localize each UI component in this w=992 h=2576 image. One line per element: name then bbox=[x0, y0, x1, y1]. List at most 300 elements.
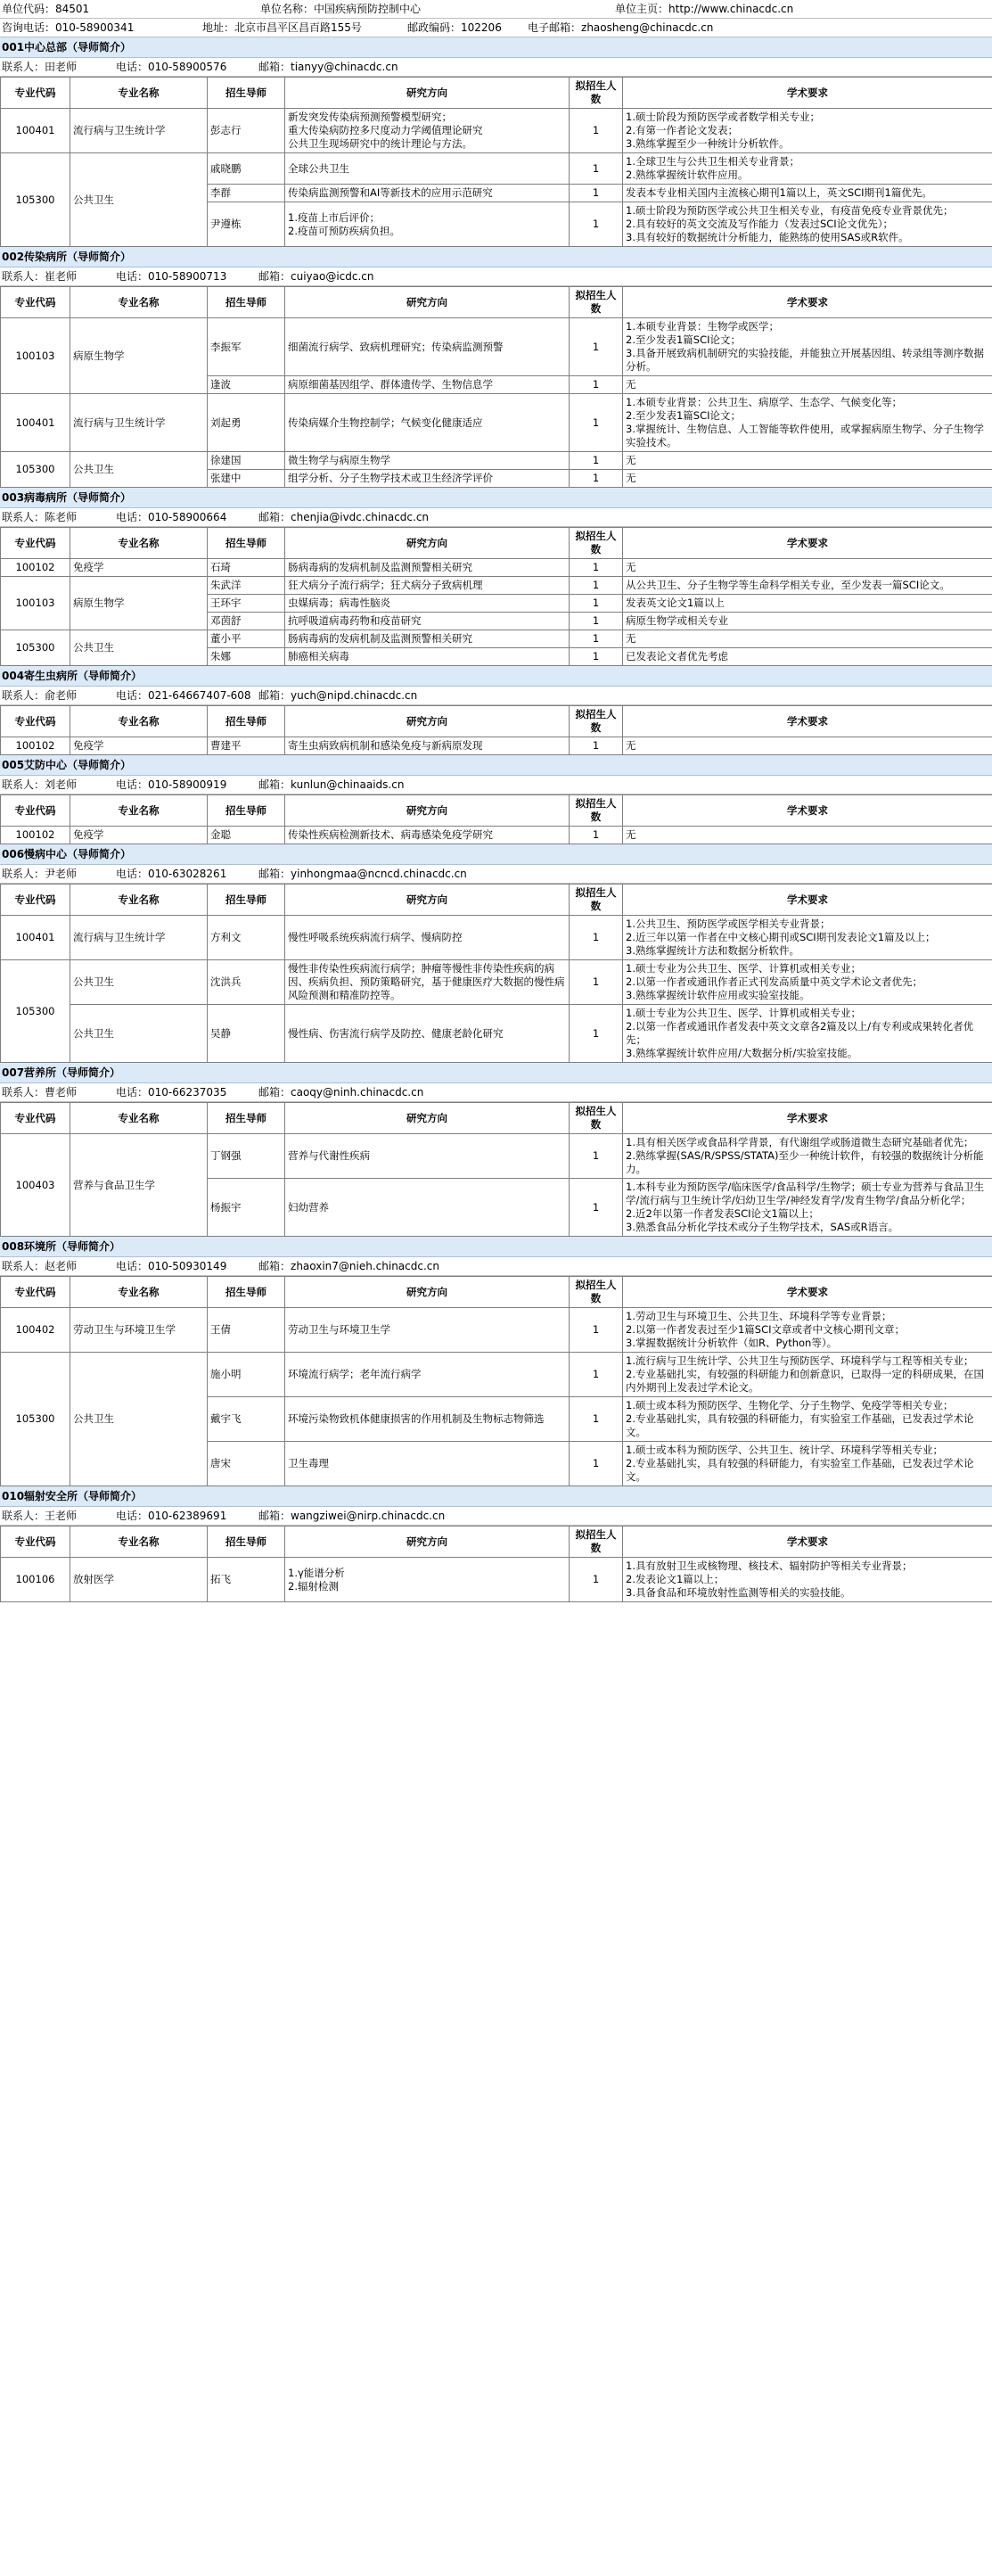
contact-person-group bbox=[2, 58, 116, 76]
table-row bbox=[1, 960, 992, 1005]
contact-email[interactable]: wangziwei@nirp.chinacdc.cn bbox=[291, 1510, 446, 1522]
major-name: 营养与食品卫生学 bbox=[70, 1134, 208, 1237]
column-header: 学术要求 bbox=[623, 795, 992, 827]
table-header-row bbox=[1, 78, 992, 109]
advisor-name: 刘起勇 bbox=[208, 394, 285, 452]
advisor-name: 王倩 bbox=[208, 1308, 285, 1353]
academic-requirement: 无 bbox=[623, 452, 992, 470]
column-header: 研究方向 bbox=[285, 287, 570, 318]
research-direction: 1.疫苗上市后评价； 2.疫苗可预防疾病负担。 bbox=[285, 202, 570, 247]
major-name: 公共卫生 bbox=[70, 1005, 208, 1063]
unit-info-row bbox=[0, 0, 992, 19]
academic-requirement: 1.硕士专业为公共卫生、医学、计算机或相关专业； 2.以第一作者或通讯作者发表中英文文章各2篇及以上/有专利或成果转化者优先； 3.熟练掌握统计软件应用/大数据分析/实验室技能。 bbox=[623, 1005, 992, 1063]
research-direction: 1.γ能谱分析 2.辐射检测 bbox=[285, 1558, 570, 1602]
section-block bbox=[0, 755, 992, 844]
section-block bbox=[0, 1237, 992, 1486]
section-contact-row bbox=[0, 776, 992, 794]
academic-requirement: 1.本硕专业背景：生物学或医学； 2.至少发表1篇SCI论文； 3.具备开展致病机制研究的实验技能，并能独立开展基因组、转录组等测序数据分析。 bbox=[623, 318, 992, 376]
column-header: 拟招生人数 bbox=[570, 287, 623, 318]
column-header: 招生导师 bbox=[208, 528, 285, 559]
table-row bbox=[1, 109, 992, 153]
column-header: 研究方向 bbox=[285, 78, 570, 109]
advisor-name: 彭志行 bbox=[208, 109, 285, 153]
contact-person-group bbox=[2, 1257, 116, 1275]
column-header: 专业代码 bbox=[1, 528, 70, 559]
major-name: 劳动卫生与环境卫生学 bbox=[70, 1308, 208, 1353]
column-header: 拟招生人数 bbox=[570, 1277, 623, 1308]
homepage-link[interactable]: http://www.chinacdc.cn bbox=[668, 3, 794, 15]
enrollment-count: 1 bbox=[570, 1134, 623, 1179]
table-row bbox=[1, 577, 992, 595]
academic-requirement: 1.公共卫生、预防医学或医学相关专业背景； 2.近三年以第一作者在中文核心期刊或SCI期刊发表论文1篇及以上； 3.熟练掌握统计方法和数据分析软件。 bbox=[623, 916, 992, 960]
research-direction: 环境流行病学；老年流行病学 bbox=[285, 1353, 570, 1397]
contact-person: 王老师 bbox=[45, 1510, 78, 1522]
enrollment-count: 1 bbox=[570, 559, 623, 577]
homepage-label: 单位主页： bbox=[615, 3, 669, 15]
section-title: 006慢病中心（导师简介） bbox=[0, 844, 992, 865]
advisor-name: 杨振宇 bbox=[208, 1179, 285, 1237]
postcode-label: 邮政编码： bbox=[407, 21, 462, 34]
advisor-name: 尹遵栋 bbox=[208, 202, 285, 247]
advisor-name: 李群 bbox=[208, 185, 285, 202]
advisor-name: 王环宇 bbox=[208, 595, 285, 613]
enrollment-count: 1 bbox=[570, 318, 623, 376]
contact-email[interactable]: cuiyao@icdc.cn bbox=[291, 270, 374, 283]
contact-info-row bbox=[0, 19, 992, 37]
advisor-table bbox=[0, 77, 992, 247]
table-row bbox=[1, 1134, 992, 1179]
postcode: 102206 bbox=[461, 21, 502, 34]
enrollment-count: 1 bbox=[570, 153, 623, 185]
section-contact-row bbox=[0, 58, 992, 77]
column-header: 拟招生人数 bbox=[570, 795, 623, 827]
column-header: 专业名称 bbox=[70, 1277, 208, 1308]
section-contact-row bbox=[0, 508, 992, 527]
contact-phone: 010-62389691 bbox=[148, 1510, 227, 1522]
table-header-row bbox=[1, 287, 992, 318]
research-direction: 传染病媒介生物控制学；气候变化健康适应 bbox=[285, 394, 570, 452]
section-block bbox=[0, 247, 992, 488]
section-block bbox=[0, 844, 992, 1063]
section-title: 002传染病所（导师简介） bbox=[0, 247, 992, 267]
contact-phone-label: 电话： bbox=[116, 270, 149, 283]
table-header-row bbox=[1, 1103, 992, 1134]
research-direction: 慢性呼吸系统疾病流行病学、慢病防控 bbox=[285, 916, 570, 960]
contact-email-label: 邮箱： bbox=[258, 689, 291, 702]
advisor-name: 朱武洋 bbox=[208, 577, 285, 595]
research-direction: 细菌流行病学、致病机理研究；传染病监测预警 bbox=[285, 318, 570, 376]
column-header: 招生导师 bbox=[208, 795, 285, 827]
column-header: 学术要求 bbox=[623, 1277, 992, 1308]
enrollment-count: 1 bbox=[570, 960, 623, 1005]
address: 北京市昌平区昌百路155号 bbox=[234, 21, 362, 34]
table-row bbox=[1, 737, 992, 755]
contact-person: 刘老师 bbox=[45, 778, 78, 791]
advisor-name: 拓飞 bbox=[208, 1558, 285, 1602]
advisor-table bbox=[0, 1276, 992, 1486]
contact-email-group bbox=[258, 687, 417, 704]
phone: 010-58900341 bbox=[55, 21, 135, 34]
sections-container bbox=[0, 37, 992, 1602]
academic-requirement: 1.硕士阶段为预防医学或者数学相关专业； 2.有第一作者论文发表； 3.熟练掌握至少一种统计分析软件。 bbox=[623, 109, 992, 153]
contact-person-group bbox=[2, 1507, 116, 1525]
table-row bbox=[1, 1005, 992, 1063]
column-header: 研究方向 bbox=[285, 885, 570, 916]
section-block bbox=[0, 1486, 992, 1602]
contact-email-label: 邮箱： bbox=[258, 270, 291, 283]
academic-requirement: 病原生物学或相关专业 bbox=[623, 613, 992, 630]
table-header-row bbox=[1, 706, 992, 737]
column-header: 研究方向 bbox=[285, 1103, 570, 1134]
major-code: 105300 bbox=[1, 960, 70, 1063]
contact-phone-label: 电话： bbox=[116, 868, 149, 880]
section-contact-row bbox=[0, 1507, 992, 1526]
contact-phone-group bbox=[116, 508, 258, 526]
contact-person-group bbox=[2, 776, 116, 794]
email-label: 电子邮箱： bbox=[528, 21, 582, 34]
advisor-table bbox=[0, 1102, 992, 1237]
column-header: 学术要求 bbox=[623, 885, 992, 916]
advisor-table bbox=[0, 884, 992, 1063]
enrollment-count: 1 bbox=[570, 630, 623, 648]
section-block bbox=[0, 37, 992, 247]
column-header: 专业代码 bbox=[1, 287, 70, 318]
section-title: 008环境所（导师简介） bbox=[0, 1237, 992, 1257]
contact-email-label: 邮箱： bbox=[258, 1510, 291, 1522]
research-direction: 虫媒病毒；病毒性脑炎 bbox=[285, 595, 570, 613]
academic-requirement: 无 bbox=[623, 737, 992, 755]
contact-phone-group bbox=[116, 58, 258, 76]
contact-phone-group bbox=[116, 776, 258, 794]
academic-requirement: 已发表论文者优先考虑 bbox=[623, 648, 992, 666]
enrollment-count: 1 bbox=[570, 202, 623, 247]
research-direction: 环境污染物致机体健康损害的作用机制及生物标志物筛选 bbox=[285, 1397, 570, 1442]
academic-requirement: 1.流行病与卫生统计学、公共卫生与预防医学、环境科学与工程等相关专业； 2.专业基础扎实，有较强的科研能力和创新意识，已取得一定的科研成果，在国内外期刊上发表过学术论文。 bbox=[623, 1353, 992, 1397]
enrollment-count: 1 bbox=[570, 1308, 623, 1353]
major-name: 放射医学 bbox=[70, 1558, 208, 1602]
contact-person: 俞老师 bbox=[45, 689, 78, 702]
table-row bbox=[1, 827, 992, 844]
major-name: 免疫学 bbox=[70, 827, 208, 844]
major-code: 105300 bbox=[1, 153, 70, 247]
major-name: 流行病与卫生统计学 bbox=[70, 916, 208, 960]
column-header: 专业名称 bbox=[70, 1103, 208, 1134]
contact-person-group bbox=[2, 1083, 116, 1101]
unit-name-label: 单位名称： bbox=[260, 3, 315, 15]
column-header: 研究方向 bbox=[285, 528, 570, 559]
contact-phone: 010-58900664 bbox=[148, 511, 227, 523]
enrollment-count: 1 bbox=[570, 613, 623, 630]
table-row bbox=[1, 452, 992, 470]
section-title: 007营养所（导师简介） bbox=[0, 1063, 992, 1083]
major-code: 100102 bbox=[1, 559, 70, 577]
column-header: 招生导师 bbox=[208, 706, 285, 737]
enrollment-count: 1 bbox=[570, 1179, 623, 1237]
advisor-name: 戚晓鹏 bbox=[208, 153, 285, 185]
contact-email-label: 邮箱： bbox=[258, 61, 291, 73]
advisor-name: 唐宋 bbox=[208, 1442, 285, 1486]
major-name: 病原生物学 bbox=[70, 318, 208, 394]
research-direction: 肠病毒病的发病机制及监测预警相关研究 bbox=[285, 630, 570, 648]
academic-requirement: 无 bbox=[623, 827, 992, 844]
section-block bbox=[0, 1063, 992, 1237]
advisor-name: 朱娜 bbox=[208, 648, 285, 666]
section-title: 003病毒病所（导师简介） bbox=[0, 488, 992, 508]
academic-requirement: 1.硕士阶段为预防医学或公共卫生相关专业，有疫苗免疫专业背景优先； 2.具有较好的英文交流及写作能力（发表过SCI论文优先）； 3.具有较好的数据统计分析能力，能熟练的使用SAS或R软件。 bbox=[623, 202, 992, 247]
column-header: 专业代码 bbox=[1, 1277, 70, 1308]
column-header: 专业名称 bbox=[70, 78, 208, 109]
contact-email[interactable]: caoqy@ninh.chinacdc.cn bbox=[291, 1086, 424, 1099]
column-header: 学术要求 bbox=[623, 1527, 992, 1558]
enrollment-count: 1 bbox=[570, 737, 623, 755]
table-row bbox=[1, 153, 992, 185]
enrollment-count: 1 bbox=[570, 916, 623, 960]
column-header: 拟招生人数 bbox=[570, 885, 623, 916]
research-direction: 狂犬病分子流行病学；狂犬病分子致病机理 bbox=[285, 577, 570, 595]
advisor-name: 方利文 bbox=[208, 916, 285, 960]
major-code: 100403 bbox=[1, 1134, 70, 1237]
advisor-name: 丁钢强 bbox=[208, 1134, 285, 1179]
advisor-name: 邓茵舒 bbox=[208, 613, 285, 630]
unit-name: 中国疾病预防控制中心 bbox=[314, 3, 422, 15]
column-header: 专业名称 bbox=[70, 1527, 208, 1558]
contact-phone-group bbox=[116, 267, 258, 285]
contact-email[interactable]: tianyy@chinacdc.cn bbox=[291, 61, 398, 73]
contact-email-label: 邮箱： bbox=[258, 1086, 291, 1099]
enrollment-count: 1 bbox=[570, 394, 623, 452]
academic-requirement: 从公共卫生、分子生物学等生命科学相关专业，至少发表一篇SCI论文。 bbox=[623, 577, 992, 595]
contact-phone-label: 电话： bbox=[116, 1260, 149, 1272]
contact-phone-group bbox=[116, 687, 258, 704]
column-header: 专业代码 bbox=[1, 706, 70, 737]
contact-phone: 010-63028261 bbox=[148, 868, 227, 880]
enrollment-count: 1 bbox=[570, 1005, 623, 1063]
enrollment-count: 1 bbox=[570, 648, 623, 666]
column-header: 专业名称 bbox=[70, 795, 208, 827]
column-header: 拟招生人数 bbox=[570, 1103, 623, 1134]
section-contact-row bbox=[0, 865, 992, 884]
major-name: 免疫学 bbox=[70, 559, 208, 577]
academic-requirement: 1.具有放射卫生或核物理、核技术、辐射防护等相关专业背景； 2.发表论文1篇以上； 3.具备食品和环境放射性监测等相关的实验技能。 bbox=[623, 1558, 992, 1602]
advisor-name: 施小明 bbox=[208, 1353, 285, 1397]
contact-person-label: 联系人： bbox=[2, 689, 45, 702]
research-direction: 卫生毒理 bbox=[285, 1442, 570, 1486]
column-header: 专业代码 bbox=[1, 1103, 70, 1134]
major-name: 公共卫生 bbox=[70, 153, 208, 247]
contact-email-label: 邮箱： bbox=[258, 868, 291, 880]
academic-requirement: 发表本专业相关国内主流核心期刊1篇以上，英文SCI期刊1篇优先。 bbox=[623, 185, 992, 202]
contact-person: 田老师 bbox=[45, 61, 78, 73]
address-label: 地址： bbox=[202, 21, 235, 34]
advisor-name: 李振军 bbox=[208, 318, 285, 376]
research-direction: 新发突发传染病预测预警模型研究； 重大传染病防控多尺度动力学阈值理论研究 公共卫生现场研究中的统计理论与方法。 bbox=[285, 109, 570, 153]
contact-email[interactable]: yinhongmaa@ncncd.chinacdc.cn bbox=[291, 868, 467, 880]
section-block bbox=[0, 666, 992, 755]
email-link[interactable]: zhaosheng@chinacdc.cn bbox=[581, 21, 714, 34]
column-header: 学术要求 bbox=[623, 1103, 992, 1134]
academic-requirement: 1.具有相关医学或食品科学背景，有代谢组学或肠道微生态研究基础者优先； 2.熟练掌握(SAS/R/SPSS/STATA)至少一种统计软件，有较强的数据统计分析能力。 bbox=[623, 1134, 992, 1179]
section-title: 004寄生虫病所（导师简介） bbox=[0, 666, 992, 687]
contact-phone-group bbox=[116, 1507, 258, 1525]
advisor-table bbox=[0, 794, 992, 844]
contact-email[interactable]: chenjia@ivdc.chinacdc.cn bbox=[291, 511, 430, 523]
advisor-name: 董小平 bbox=[208, 630, 285, 648]
research-direction: 病原细菌基因组学、群体遗传学、生物信息学 bbox=[285, 376, 570, 394]
contact-email-group bbox=[258, 58, 398, 76]
contact-email-label: 邮箱： bbox=[258, 778, 291, 791]
column-header: 学术要求 bbox=[623, 706, 992, 737]
major-name: 流行病与卫生统计学 bbox=[70, 394, 208, 452]
academic-requirement: 无 bbox=[623, 630, 992, 648]
major-code: 100401 bbox=[1, 394, 70, 452]
table-row bbox=[1, 1353, 992, 1397]
section-contact-row bbox=[0, 1083, 992, 1102]
table-row bbox=[1, 1558, 992, 1602]
contact-email-label: 邮箱： bbox=[258, 511, 291, 523]
major-code: 100103 bbox=[1, 318, 70, 394]
research-direction: 传染病监测预警和AI等新技术的应用示范研究 bbox=[285, 185, 570, 202]
column-header: 研究方向 bbox=[285, 1527, 570, 1558]
advisor-name: 吴静 bbox=[208, 1005, 285, 1063]
academic-requirement: 1.劳动卫生与环境卫生、公共卫生、环境科学等专业背景； 2.以第一作者发表过至少1篇SCI文章或者中文核心期刊文章； 3.掌握数据统计分析软件（如R、Python等）。 bbox=[623, 1308, 992, 1353]
column-header: 招生导师 bbox=[208, 287, 285, 318]
column-header: 拟招生人数 bbox=[570, 78, 623, 109]
research-direction: 全球公共卫生 bbox=[285, 153, 570, 185]
enrollment-count: 1 bbox=[570, 1558, 623, 1602]
academic-requirement: 无 bbox=[623, 470, 992, 488]
major-name: 公共卫生 bbox=[70, 1353, 208, 1486]
section-contact-row bbox=[0, 1257, 992, 1276]
contact-email[interactable]: zhaoxin7@nieh.chinacdc.cn bbox=[291, 1260, 439, 1272]
contact-email-group bbox=[258, 1507, 445, 1525]
academic-requirement: 无 bbox=[623, 559, 992, 577]
column-header: 拟招生人数 bbox=[570, 1527, 623, 1558]
enrollment-count: 1 bbox=[570, 109, 623, 153]
enrollment-count: 1 bbox=[570, 376, 623, 394]
contact-phone-label: 电话： bbox=[116, 1086, 149, 1099]
major-code: 105300 bbox=[1, 630, 70, 666]
academic-requirement: 1.本硕专业背景：公共卫生、病原学、生态学、气候变化等； 2.至少发表1篇SCI论文； 3.掌握统计、生物信息、人工智能等软件使用，或掌握病原生物学、分子生物学实验技术。 bbox=[623, 394, 992, 452]
enrollment-count: 1 bbox=[570, 1442, 623, 1486]
major-code: 100103 bbox=[1, 577, 70, 630]
enrollment-count: 1 bbox=[570, 595, 623, 613]
column-header: 学术要求 bbox=[623, 528, 992, 559]
major-code: 100401 bbox=[1, 109, 70, 153]
major-name: 公共卫生 bbox=[70, 452, 208, 488]
contact-email-label: 邮箱： bbox=[258, 1260, 291, 1272]
advisor-table bbox=[0, 286, 992, 488]
table-row bbox=[1, 318, 992, 376]
advisor-name: 张建中 bbox=[208, 470, 285, 488]
advisor-table bbox=[0, 705, 992, 755]
table-header-row bbox=[1, 1527, 992, 1558]
academic-requirement: 1.全球卫生与公共卫生相关专业背景； 2.熟练掌握统计软件应用。 bbox=[623, 153, 992, 185]
major-code: 100102 bbox=[1, 827, 70, 844]
column-header: 研究方向 bbox=[285, 795, 570, 827]
section-block bbox=[0, 488, 992, 666]
advisor-name: 石琦 bbox=[208, 559, 285, 577]
contact-person-label: 联系人： bbox=[2, 61, 45, 73]
phone-label: 咨询电话： bbox=[2, 21, 56, 34]
section-title: 010辐射安全所（导师简介） bbox=[0, 1486, 992, 1507]
table-header-row bbox=[1, 528, 992, 559]
table-header-row bbox=[1, 795, 992, 827]
column-header: 专业代码 bbox=[1, 78, 70, 109]
column-header: 学术要求 bbox=[623, 287, 992, 318]
table-row bbox=[1, 916, 992, 960]
contact-email[interactable]: kunlun@chinaaids.cn bbox=[291, 778, 405, 791]
contact-phone-label: 电话： bbox=[116, 511, 149, 523]
advisor-name: 逢波 bbox=[208, 376, 285, 394]
major-name: 免疫学 bbox=[70, 737, 208, 755]
contact-person: 赵老师 bbox=[45, 1260, 78, 1272]
research-direction: 慢性非传染性疾病流行病学；肿瘤等慢性非传染性疾病的病因、疾病负担、预防策略研究，基于健康医疗大数据的慢性病风险预测和精准防控等。 bbox=[285, 960, 570, 1005]
contact-email-group bbox=[258, 1083, 423, 1101]
column-header: 招生导师 bbox=[208, 1277, 285, 1308]
contact-person-group bbox=[2, 687, 116, 704]
column-header: 招生导师 bbox=[208, 78, 285, 109]
research-direction: 抗呼吸道病毒药物和疫苗研究 bbox=[285, 613, 570, 630]
research-direction: 肺癌相关病毒 bbox=[285, 648, 570, 666]
contact-email-group bbox=[258, 865, 467, 883]
advisor-name: 徐建国 bbox=[208, 452, 285, 470]
contact-person-label: 联系人： bbox=[2, 270, 45, 283]
research-direction: 微生物学与病原生物学 bbox=[285, 452, 570, 470]
major-name: 病原生物学 bbox=[70, 577, 208, 630]
contact-email[interactable]: yuch@nipd.chinacdc.cn bbox=[291, 689, 418, 702]
major-code: 105300 bbox=[1, 1353, 70, 1486]
table-header-row bbox=[1, 885, 992, 916]
contact-person-label: 联系人： bbox=[2, 511, 45, 523]
contact-phone: 010-58900576 bbox=[148, 61, 227, 73]
contact-phone-group bbox=[116, 1083, 258, 1101]
column-header: 拟招生人数 bbox=[570, 706, 623, 737]
academic-requirement: 1.硕士或本科为预防医学、公共卫生、统计学、环境科学等相关专业； 2.专业基础扎实，具有较强的科研能力，有实验室工作基础，已发表过学术论文。 bbox=[623, 1442, 992, 1486]
major-code: 105300 bbox=[1, 452, 70, 488]
advisor-name: 戴宇飞 bbox=[208, 1397, 285, 1442]
major-code: 100102 bbox=[1, 737, 70, 755]
academic-requirement: 无 bbox=[623, 376, 992, 394]
contact-phone: 010-58900713 bbox=[148, 270, 227, 283]
contact-phone-group bbox=[116, 1257, 258, 1275]
academic-requirement: 发表英文论文1篇以上 bbox=[623, 595, 992, 613]
column-header: 专业名称 bbox=[70, 528, 208, 559]
contact-phone-label: 电话： bbox=[116, 1510, 149, 1522]
major-code: 100402 bbox=[1, 1308, 70, 1353]
research-direction: 妇幼营养 bbox=[285, 1179, 570, 1237]
advisor-table bbox=[0, 527, 992, 666]
enrollment-count: 1 bbox=[570, 577, 623, 595]
column-header: 研究方向 bbox=[285, 1277, 570, 1308]
contact-phone-label: 电话： bbox=[116, 689, 149, 702]
research-direction: 劳动卫生与环境卫生学 bbox=[285, 1308, 570, 1353]
column-header: 拟招生人数 bbox=[570, 528, 623, 559]
advisor-table bbox=[0, 1526, 992, 1602]
section-title: 001中心总部（导师简介） bbox=[0, 37, 992, 58]
academic-requirement: 1.本科专业为预防医学/临床医学/食品科学/生物学；硕士专业为营养与食品卫生学/流行病与卫生统计学/妇幼卫生学/神经发育学/发育生物学/食品分析化学； 2.近2年以第一作者发表SCI论文1篇以上； 3.熟悉食品分析化学技术或分子生物学技术，SAS或R语言。 bbox=[623, 1179, 992, 1237]
contact-person: 陈老师 bbox=[45, 511, 78, 523]
column-header: 招生导师 bbox=[208, 1103, 285, 1134]
enrollment-count: 1 bbox=[570, 185, 623, 202]
academic-requirement: 1.硕士或本科为预防医学、生物化学、分子生物学、免疫学等相关专业； 2.专业基础扎实，具有较强的科研能力，有实验室工作基础，已发表过学术论文。 bbox=[623, 1397, 992, 1442]
column-header: 招生导师 bbox=[208, 885, 285, 916]
research-direction: 慢性病、伤害流行病学及防控、健康老龄化研究 bbox=[285, 1005, 570, 1063]
research-direction: 组学分析、分子生物学技术或卫生经济学评价 bbox=[285, 470, 570, 488]
major-name: 公共卫生 bbox=[70, 960, 208, 1005]
section-contact-row bbox=[0, 687, 992, 705]
table-row bbox=[1, 394, 992, 452]
contact-phone: 021-64667407-608 bbox=[148, 689, 251, 702]
